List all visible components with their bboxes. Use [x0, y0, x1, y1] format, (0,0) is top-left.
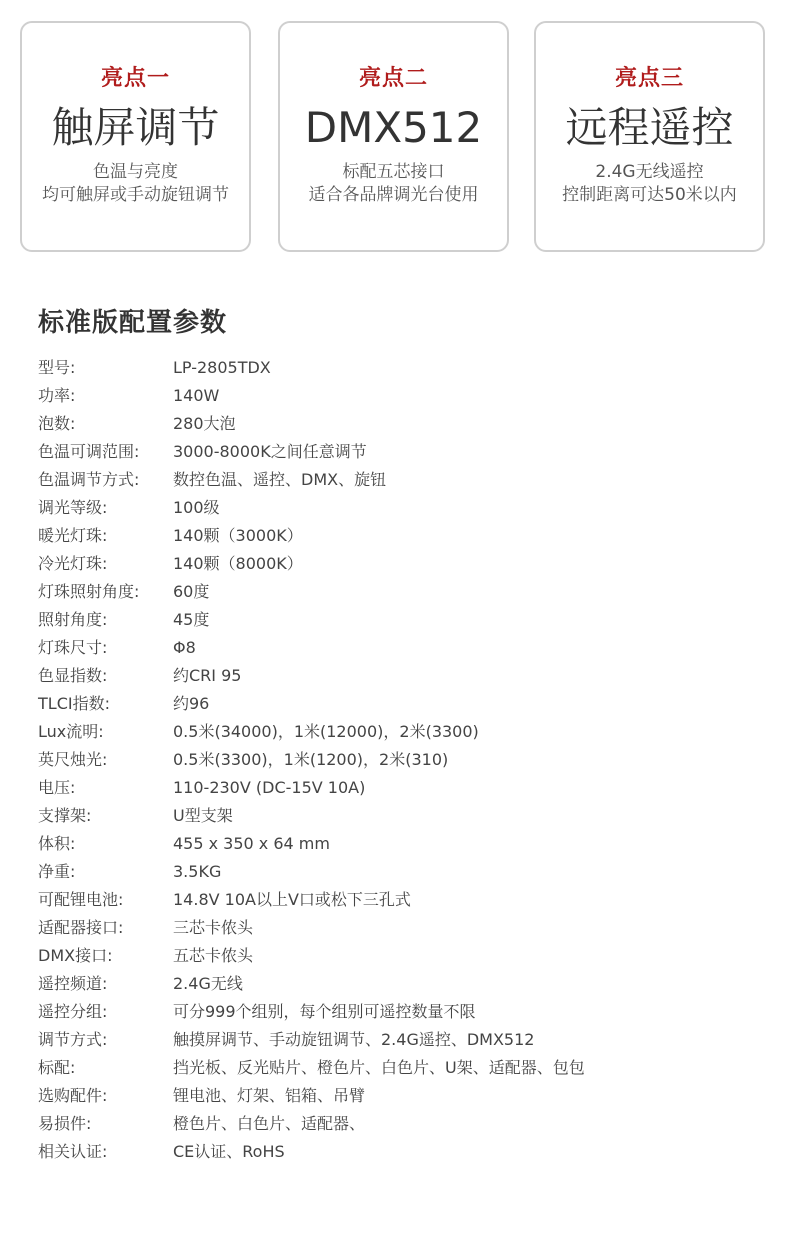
highlight-title: 触屏调节	[51, 103, 220, 152]
spec-row	[38, 914, 758, 942]
highlight-card-remote	[534, 21, 765, 252]
spec-label: 净重:	[38, 862, 76, 881]
spec-label: TLCI指数:	[38, 694, 110, 713]
spec-row	[38, 1138, 758, 1166]
spec-label: 标配:	[38, 1058, 76, 1077]
spec-label: 色显指数:	[38, 666, 108, 685]
spec-value: 五芯卡侬头	[173, 946, 254, 965]
spec-row	[38, 746, 758, 774]
spec-label: 可配锂电池:	[38, 890, 124, 909]
spec-label: 遥控分组:	[38, 1002, 108, 1021]
spec-label: 电压:	[38, 778, 76, 797]
highlight-title: 远程遥控	[565, 103, 734, 152]
spec-row	[38, 942, 758, 970]
spec-row	[38, 802, 758, 830]
spec-value: Φ8	[173, 638, 196, 657]
spec-label: 型号:	[38, 358, 76, 377]
highlight-desc-line: 标配五芯接口	[342, 162, 445, 182]
spec-row	[38, 634, 758, 662]
spec-label: 遥控频道:	[38, 974, 108, 993]
spec-value: LP-2805TDX	[173, 358, 271, 377]
spec-value: 140颗（8000K）	[173, 554, 303, 573]
spec-value: 约96	[173, 694, 210, 713]
spec-row	[38, 1054, 758, 1082]
highlight-tag: 亮点二	[358, 66, 428, 91]
spec-value: 455 x 350 x 64 mm	[173, 834, 330, 853]
spec-value: 280大泡	[173, 414, 236, 433]
spec-value: 可分999个组别，每个组别可遥控数量不限	[173, 1002, 476, 1021]
spec-row	[38, 662, 758, 690]
spec-row	[38, 774, 758, 802]
spec-row	[38, 438, 758, 466]
spec-row	[38, 466, 758, 494]
spec-label: 易损件:	[38, 1114, 92, 1133]
spec-row	[38, 522, 758, 550]
spec-value: 45度	[173, 610, 210, 629]
spec-label: 选购配件:	[38, 1086, 108, 1105]
spec-value: 0.5米(34000)，1米(12000)，2米(3300)	[173, 722, 479, 741]
spec-row	[38, 1110, 758, 1138]
spec-label: 调光等级:	[38, 498, 108, 517]
spec-label: 照射角度:	[38, 610, 108, 629]
spec-value: 140颗（3000K）	[173, 526, 303, 545]
spec-label: Lux流明:	[38, 722, 104, 741]
spec-row	[38, 550, 758, 578]
spec-section-title: 标准版配置参数	[38, 308, 228, 338]
spec-value: 60度	[173, 582, 210, 601]
spec-value: U型支架	[173, 806, 233, 825]
spec-label: 冷光灯珠:	[38, 554, 108, 573]
spec-value: 约CRI 95	[173, 666, 242, 685]
spec-label: 调节方式:	[38, 1030, 108, 1049]
spec-value: 触摸屏调节、手动旋钮调节、2.4G遥控、DMX512	[173, 1030, 535, 1049]
spec-row	[38, 410, 758, 438]
spec-row	[38, 494, 758, 522]
spec-row	[38, 354, 758, 382]
spec-label: 灯珠尺寸:	[38, 638, 108, 657]
highlight-desc-line: 色温与亮度	[93, 162, 178, 182]
highlight-tag: 亮点三	[614, 66, 684, 91]
spec-list	[38, 354, 758, 1166]
highlight-desc-line: 控制距离可达50米以内	[562, 185, 737, 205]
spec-label: 相关认证:	[38, 1142, 108, 1161]
highlight-desc-line: 均可触屏或手动旋钮调节	[42, 185, 229, 205]
spec-value: CE认证、RoHS	[173, 1142, 285, 1161]
spec-value: 数控色温、遥控、DMX、旋钮	[173, 470, 387, 489]
spec-value: 2.4G无线	[173, 974, 243, 993]
spec-label: 体积:	[38, 834, 76, 853]
spec-row	[38, 858, 758, 886]
spec-value: 110-230V (DC-15V 10A)	[173, 778, 366, 797]
highlight-desc-line: 2.4G无线遥控	[595, 162, 704, 182]
spec-row	[38, 718, 758, 746]
highlight-tag: 亮点一	[100, 66, 170, 91]
highlight-desc-line: 适合各品牌调光台使用	[308, 185, 479, 205]
spec-label: DMX接口:	[38, 946, 113, 965]
spec-row	[38, 690, 758, 718]
highlight-card-touch	[20, 21, 251, 252]
spec-value: 挡光板、反光贴片、橙色片、白色片、U架、适配器、包包	[173, 1058, 585, 1077]
spec-value: 0.5米(3300)，1米(1200)，2米(310)	[173, 750, 449, 769]
spec-label: 支撑架:	[38, 806, 92, 825]
spec-row	[38, 970, 758, 998]
spec-label: 适配器接口:	[38, 918, 124, 937]
spec-value: 橙色片、白色片、适配器、	[173, 1114, 366, 1133]
spec-label: 功率:	[38, 386, 76, 405]
spec-row	[38, 830, 758, 858]
highlight-card-dmx	[278, 21, 509, 252]
spec-label: 灯珠照射角度:	[38, 582, 140, 601]
spec-label: 泡数:	[38, 414, 76, 433]
highlight-cards	[20, 21, 770, 256]
spec-label: 英尺烛光:	[38, 750, 108, 769]
spec-value: 锂电池、灯架、铝箱、吊臂	[173, 1086, 366, 1105]
spec-row	[38, 1082, 758, 1110]
spec-row	[38, 886, 758, 914]
spec-label: 暖光灯珠:	[38, 526, 108, 545]
spec-value: 100级	[173, 498, 220, 517]
spec-value: 3.5KG	[173, 862, 222, 881]
spec-value: 14.8V 10A以上V口或松下三孔式	[173, 890, 411, 909]
spec-value: 140W	[173, 386, 220, 405]
spec-label: 色温可调范围:	[38, 442, 140, 461]
spec-label: 色温调节方式:	[38, 470, 140, 489]
spec-value: 三芯卡侬头	[173, 918, 254, 937]
spec-row	[38, 382, 758, 410]
spec-row	[38, 606, 758, 634]
highlight-title: DMX512	[304, 103, 483, 152]
spec-row	[38, 1026, 758, 1054]
spec-row	[38, 998, 758, 1026]
spec-value: 3000-8000K之间任意调节	[173, 442, 367, 461]
spec-row	[38, 578, 758, 606]
